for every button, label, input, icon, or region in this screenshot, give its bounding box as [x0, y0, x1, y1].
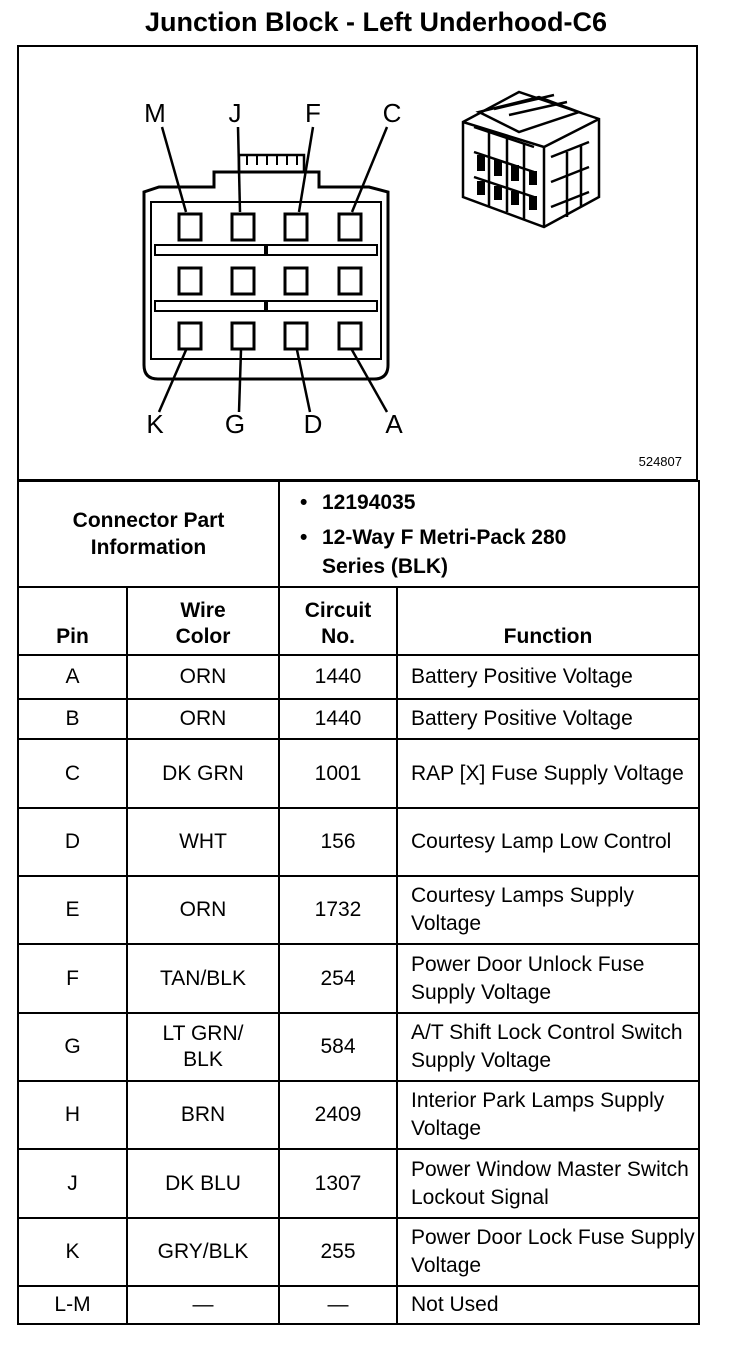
- page-title: Junction Block - Left Underhood-C6: [145, 7, 607, 37]
- table-row: [18, 876, 699, 944]
- connector-part-info-table: [17, 480, 700, 588]
- wire-color-cell: BRN: [127, 1081, 279, 1149]
- pin-label-m: M: [144, 98, 166, 128]
- header-circuit: Circuit No.: [279, 587, 397, 655]
- header-wire-color: Wire Color: [127, 587, 279, 655]
- table-row: [18, 699, 699, 739]
- pin-cell: G: [18, 1013, 127, 1081]
- pin-label-c: C: [382, 98, 402, 128]
- table-row: [18, 808, 699, 876]
- table-header-row: [18, 587, 699, 655]
- circuit-cell: 1440: [279, 699, 397, 739]
- table-row: [18, 739, 699, 808]
- wire-color-cell: GRY/BLK: [127, 1218, 279, 1286]
- circuit-cell: 2409: [279, 1081, 397, 1149]
- function-cell: Courtesy Lamps Supply Voltage: [397, 876, 699, 944]
- pin-cell: E: [18, 876, 127, 944]
- wire-color-cell: —: [127, 1286, 279, 1324]
- pin-label-k: K: [146, 409, 164, 439]
- pin-cell: A: [18, 655, 127, 699]
- circuit-cell: 1307: [279, 1149, 397, 1218]
- pin-label-a: A: [385, 409, 403, 439]
- function-cell: Power Door Unlock Fuse Supply Voltage: [397, 944, 699, 1013]
- table-row: [18, 1286, 699, 1324]
- table-row: [18, 1081, 699, 1149]
- function-cell: Battery Positive Voltage: [397, 699, 699, 739]
- pin-label-j: J: [228, 98, 242, 128]
- function-cell: Power Door Lock Fuse Supply Voltage: [397, 1218, 699, 1286]
- function-cell: Battery Positive Voltage: [397, 655, 699, 699]
- connector-info-label: Connector Part Information: [18, 481, 279, 587]
- wire-color-cell: ORN: [127, 655, 279, 699]
- connector-info-item: • 12-Way F Metri-Pack 280 Series (BLK): [300, 525, 567, 578]
- pin-label-f: F: [305, 98, 321, 128]
- pin-label-d: D: [303, 409, 323, 439]
- pin-cell: B: [18, 699, 127, 739]
- wire-color-cell: WHT: [127, 808, 279, 876]
- table-row: [18, 1013, 699, 1081]
- pin-cell: F: [18, 944, 127, 1013]
- circuit-cell: —: [279, 1286, 397, 1324]
- wire-color-cell: DK BLU: [127, 1149, 279, 1218]
- wire-color-cell: ORN: [127, 876, 279, 944]
- pin-label-g: G: [224, 409, 246, 439]
- connector-info-item: • 12194035: [300, 490, 416, 514]
- circuit-cell: 1732: [279, 876, 397, 944]
- table-row: [18, 1149, 699, 1218]
- table-row: [18, 655, 699, 699]
- connector-face-drawing: [19, 47, 700, 483]
- function-cell: RAP [X] Fuse Supply Voltage: [397, 739, 699, 808]
- pin-cell: H: [18, 1081, 127, 1149]
- function-cell: Not Used: [397, 1286, 699, 1324]
- table-row: [18, 944, 699, 1013]
- wire-color-cell: ORN: [127, 699, 279, 739]
- function-cell: Interior Park Lamps Supply Voltage: [397, 1081, 699, 1149]
- circuit-cell: 584: [279, 1013, 397, 1081]
- circuit-cell: 156: [279, 808, 397, 876]
- pin-cell: D: [18, 808, 127, 876]
- table-row: [18, 1218, 699, 1286]
- header-pin: Pin: [18, 587, 127, 655]
- wire-color-cell: TAN/BLK: [127, 944, 279, 1013]
- connector-diagram: [17, 45, 698, 481]
- circuit-cell: 1440: [279, 655, 397, 699]
- circuit-cell: 255: [279, 1218, 397, 1286]
- header-function: Function: [397, 587, 699, 655]
- pin-function-table: [17, 586, 700, 1325]
- connector-info-items: [279, 481, 699, 587]
- wire-color-cell: LT GRN/ BLK: [127, 1013, 279, 1081]
- function-cell: Courtesy Lamp Low Control: [397, 808, 699, 876]
- pin-cell: K: [18, 1218, 127, 1286]
- circuit-cell: 254: [279, 944, 397, 1013]
- pin-cell: L-M: [18, 1286, 127, 1324]
- function-cell: Power Window Master Switch Lockout Signal: [397, 1149, 699, 1218]
- wire-color-cell: DK GRN: [127, 739, 279, 808]
- function-cell: A/T Shift Lock Control Switch Supply Voltage: [397, 1013, 699, 1081]
- pin-cell: J: [18, 1149, 127, 1218]
- pin-cell: C: [18, 739, 127, 808]
- figure-number: 524807: [638, 454, 682, 469]
- circuit-cell: 1001: [279, 739, 397, 808]
